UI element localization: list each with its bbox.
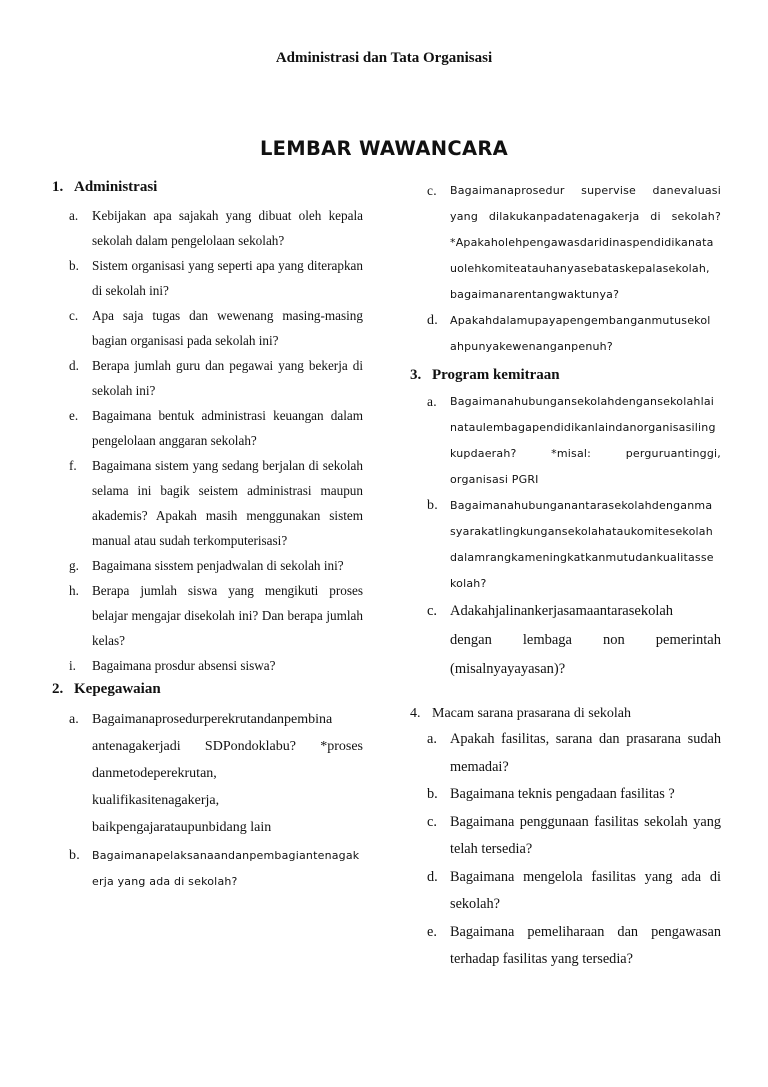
item-line: Apakahdalamupayapengembanganmutusekol bbox=[450, 314, 711, 327]
item-text: Bagaimana sisstem penjadwalan di sekolah ini? bbox=[92, 558, 344, 573]
section-3-heading bbox=[410, 366, 721, 384]
item-line: syarakatlingkungansekolahataukomitesekolah bbox=[450, 525, 713, 538]
item-text: Bagaimana bentuk administrasi keuangan dalam pengelolaan anggaran sekolah? bbox=[92, 408, 363, 448]
item-line: kualifikasitenagakerja, bbox=[92, 793, 220, 808]
page-title: LEMBAR WAWANCARA bbox=[259, 137, 509, 160]
item-marker: g. bbox=[69, 558, 79, 573]
item-line: Bagaimanapelaksanaandanpembagiantenagak bbox=[92, 849, 360, 862]
item-line: ahpunyakewenanganpenuh? bbox=[450, 340, 613, 353]
list-item bbox=[52, 353, 363, 403]
item-marker: h. bbox=[69, 583, 79, 598]
item-line: Bagaimanaprosedur supervise danevaluasi bbox=[450, 184, 721, 197]
item-line: kolah? bbox=[450, 577, 487, 590]
item-text: Bagaimana sistem yang sedang berjalan di sekolah selama ini bagik seistem administrasi maupun akademis? Apakah masih menggunakan sistem manual atau sudah terkomputerisasi? bbox=[92, 458, 363, 548]
item-marker: d. bbox=[69, 358, 79, 373]
list-item bbox=[410, 864, 721, 919]
item-text: Bagaimana penggunaan fasilitas sekolah yang telah tersedia? bbox=[450, 813, 721, 857]
item-marker: d. bbox=[427, 868, 438, 885]
list-item bbox=[410, 726, 721, 781]
item-line: uolehkomiteatauhanyasebataskepalasekolah, bbox=[450, 262, 710, 275]
item-marker: c. bbox=[427, 813, 437, 830]
item-line: danmetodeperekrutan, bbox=[92, 766, 217, 781]
item-line: Bagaimanahubungansekolahdengansekolahlai bbox=[450, 395, 715, 408]
list-item bbox=[52, 403, 363, 453]
list-item bbox=[410, 493, 721, 597]
section-title: Administrasi bbox=[74, 179, 158, 195]
item-line: Adakahjalinankerjasamaantarasekolah bbox=[450, 603, 674, 619]
item-text: Bagaimana pemeliharaan dan pengawasan terhadap fasilitas yang tersedia? bbox=[450, 923, 721, 967]
item-line: erja yang ada di sekolah? bbox=[92, 875, 238, 888]
item-marker: d. bbox=[427, 313, 438, 328]
item-marker: b. bbox=[69, 848, 80, 863]
left-column bbox=[52, 178, 363, 895]
item-marker: c. bbox=[69, 308, 79, 323]
item-line: yang dilakukanpadatenagakerja di sekolah? bbox=[450, 210, 721, 223]
item-line: (misalnyayayasan)? bbox=[450, 661, 566, 677]
item-line: antenagakerjadi SDPondoklabu? *proses bbox=[92, 739, 363, 754]
list-item bbox=[410, 597, 721, 684]
item-text: Apakah fasilitas, sarana dan prasarana sudah memadai? bbox=[450, 731, 721, 775]
list-item bbox=[52, 653, 363, 678]
item-marker: i. bbox=[69, 658, 76, 673]
item-line: bagaimanarentangwaktunya? bbox=[450, 288, 620, 301]
section-1-heading bbox=[52, 178, 363, 196]
item-text: Bagaimana mengelola fasilitas yang ada di sekolah? bbox=[450, 868, 721, 912]
list-item bbox=[52, 553, 363, 578]
list-item bbox=[410, 308, 721, 360]
section-number: 2. bbox=[52, 681, 64, 697]
item-line: dalamrangkameningkatkanmutudankualitasse bbox=[450, 551, 714, 564]
item-line: baikpengajarataupunbidang lain bbox=[92, 820, 272, 835]
item-text: Berapa jumlah siswa yang mengikuti proses belajar mengajar disekolah ini? Dan berapa jumlah kelas? bbox=[92, 583, 363, 648]
list-item bbox=[52, 706, 363, 841]
list-item bbox=[410, 389, 721, 493]
item-marker: a. bbox=[69, 208, 79, 223]
item-marker: e. bbox=[427, 923, 437, 940]
section-number: 4. bbox=[410, 706, 421, 721]
item-text: Kebijakan apa sajakah yang dibuat oleh kepala sekolah dalam pengelolaan sekolah? bbox=[92, 208, 363, 248]
section-1-list bbox=[52, 203, 363, 678]
item-line: dengan lembaga non pemerintah bbox=[450, 632, 721, 648]
list-item bbox=[52, 578, 363, 653]
item-marker: f. bbox=[69, 458, 77, 473]
list-item bbox=[52, 453, 363, 553]
section-2-heading bbox=[52, 680, 363, 698]
section-title: Kepegawaian bbox=[74, 681, 161, 697]
section-number: 1. bbox=[52, 179, 64, 195]
item-marker: b. bbox=[427, 498, 438, 513]
item-text: Bagaimana teknis pengadaan fasilitas ? bbox=[450, 786, 675, 802]
list-item bbox=[52, 203, 363, 253]
item-line: organisasi PGRI bbox=[450, 473, 539, 486]
item-marker: a. bbox=[69, 712, 79, 727]
list-item bbox=[410, 919, 721, 974]
item-text: Sistem organisasi yang seperti apa yang diterapkan di sekolah ini? bbox=[92, 258, 363, 298]
item-line: nataulembagapendidikanlaindanorganisasiling bbox=[450, 421, 716, 434]
section-4-list bbox=[410, 726, 721, 974]
item-line: Bagaimanaprosedurperekrutandanpembina bbox=[92, 712, 333, 727]
list-item bbox=[410, 781, 721, 809]
list-item bbox=[52, 843, 363, 895]
item-marker: e. bbox=[69, 408, 79, 423]
item-marker: b. bbox=[427, 786, 438, 802]
section-title: Macam sarana prasarana di sekolah bbox=[432, 706, 632, 721]
item-text: Apa saja tugas dan wewenang masing-masing bagian organisasi pada sekolah ini? bbox=[92, 308, 363, 348]
section-title: Program kemitraan bbox=[432, 367, 560, 383]
item-marker: a. bbox=[427, 731, 437, 747]
section-number: 3. bbox=[410, 367, 422, 383]
item-marker: c. bbox=[427, 183, 437, 198]
list-item bbox=[410, 178, 721, 308]
item-line: Bagaimanahubunganantarasekolahdenganma bbox=[450, 499, 713, 512]
list-item bbox=[52, 253, 363, 303]
list-item bbox=[410, 809, 721, 864]
item-marker: c. bbox=[427, 603, 438, 619]
document-header: Administrasi dan Tata Organisasi bbox=[275, 50, 493, 66]
right-column bbox=[410, 178, 721, 974]
item-marker: a. bbox=[427, 394, 437, 409]
item-marker: b. bbox=[69, 258, 79, 273]
item-text: Bagaimana prosdur absensi siswa? bbox=[92, 658, 276, 673]
section-4-heading bbox=[410, 706, 721, 722]
item-text: Berapa jumlah guru dan pegawai yang bekerja di sekolah ini? bbox=[92, 358, 363, 398]
list-item bbox=[52, 303, 363, 353]
item-line: *Apakaholehpengawasdaridinaspendidikanata bbox=[450, 236, 714, 249]
item-line: kupdaerah? *misal: perguruantinggi, bbox=[450, 447, 721, 460]
